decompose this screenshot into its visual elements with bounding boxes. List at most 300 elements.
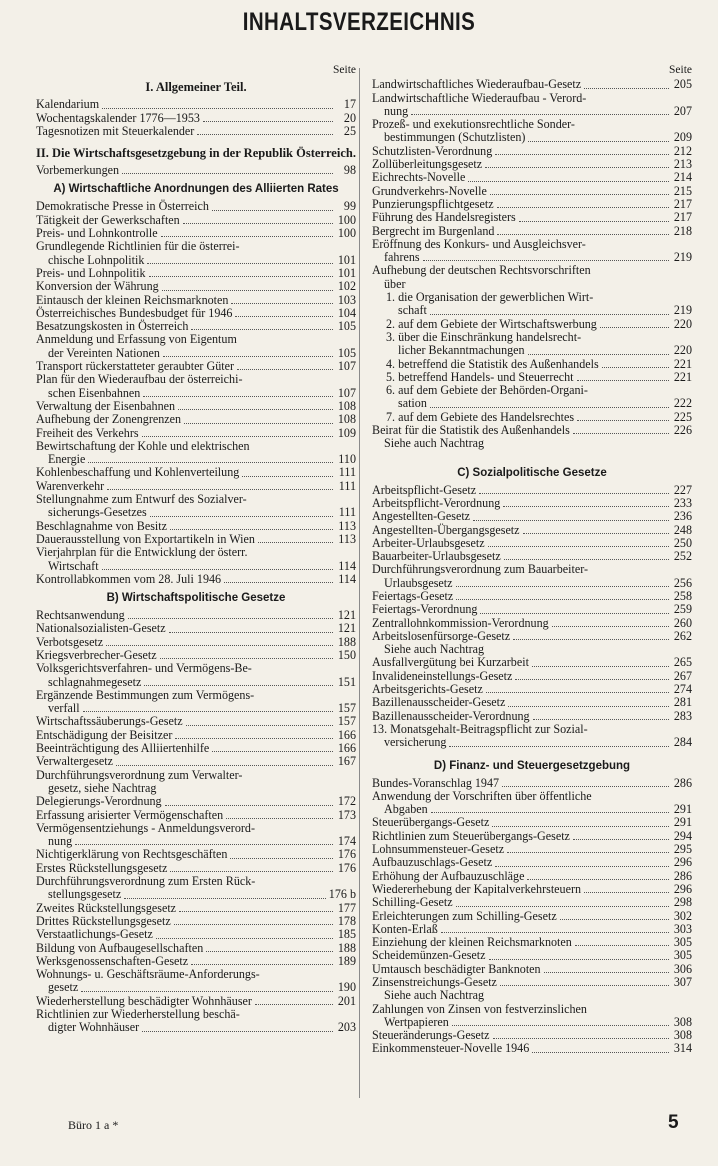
entry-page: 157: [337, 701, 356, 716]
entry-list: [36, 164, 356, 177]
toc-entry-line: Bewirtschaftung der Kohle und elektrischen: [36, 438, 250, 453]
entry-title: Verwaltung der Eisenbahnen: [36, 398, 176, 413]
aufhebung-lead: über: [384, 276, 406, 291]
entry-title: Bergrecht im Burgenland: [372, 223, 495, 238]
entry-page: 101: [337, 265, 356, 280]
entry-title: Invalideneinstellungs-Gesetz: [372, 668, 513, 683]
entry-page: 190: [337, 980, 356, 995]
entry-title: schen Eisenbahnen: [48, 385, 141, 400]
toc-entry: [36, 506, 356, 519]
nachtrag-note: Siehe auch Nachtrag: [384, 988, 485, 1003]
toc-entry: [372, 976, 692, 989]
toc-entry: [372, 683, 692, 696]
entry-page: 274: [673, 682, 692, 697]
toc-entry: [36, 267, 356, 280]
entry-title: 5. betreffend Handels- und Steuerrecht: [386, 369, 574, 384]
toc-entry-line: Zahlungen von Zinsen von festverzinslichen: [372, 1001, 587, 1016]
toc-entry: [36, 835, 356, 848]
entry-page: 250: [673, 535, 692, 550]
entry-page: 103: [337, 292, 356, 307]
toc-entry: [36, 533, 356, 546]
entry-title: Erleichterungen zum Schilling-Gesetz: [372, 908, 557, 923]
entry-page: 220: [673, 316, 692, 331]
entry-page: 215: [673, 183, 692, 198]
toc-entry: [36, 942, 356, 955]
entry-page: 308: [673, 1028, 692, 1043]
entry-title: Feiertags-Verordnung: [372, 602, 478, 617]
entry-page: 176: [337, 860, 356, 875]
toc-entry: [372, 816, 692, 829]
entry-page: 256: [673, 575, 692, 590]
entry-title: Zinsenstreichungs-Gesetz: [372, 975, 497, 989]
entry-page: 221: [673, 356, 692, 371]
toc-entry: [36, 400, 356, 413]
toc-entry: [372, 923, 692, 936]
entry-page: 110: [338, 452, 356, 467]
toc-entry: [372, 777, 692, 790]
toc-entry: [372, 145, 692, 158]
entry-title: Freiheit des Verkehrs: [36, 425, 139, 440]
toc-entry: [36, 280, 356, 293]
entry-title: Verstaatlichungs-Gesetz: [36, 927, 153, 942]
toc-entry: [372, 550, 692, 563]
toc-entry: [386, 344, 692, 357]
entry-page: 284: [673, 735, 692, 750]
entry-list: [372, 777, 692, 990]
toc-entry: [372, 105, 692, 118]
toc-entry-line: 13. Monatsgehalt-Beitragspflicht zur Sozial-: [372, 721, 588, 736]
toc-entry: [372, 696, 692, 709]
entry-title: Bazillenausscheider-Verordnung: [372, 708, 530, 723]
toc-entry: [372, 131, 692, 144]
toc-entry: [36, 928, 356, 941]
toc-entry: [36, 702, 356, 715]
entry-page: 222: [673, 396, 692, 411]
toc-entry: [372, 524, 692, 537]
toc-entry: [372, 936, 692, 949]
entry-page: 185: [337, 927, 356, 942]
toc-entry: [36, 755, 356, 768]
entry-page: 217: [673, 196, 692, 211]
entry-title: Wertpapieren: [384, 1014, 449, 1029]
toc-entry: [36, 795, 356, 808]
toc-entry-line: Richtlinien zur Wiederherstellung beschä-: [36, 1007, 240, 1021]
entry-title: Ausfallvergütung bei Kurzarbeit: [372, 655, 529, 670]
toc-entry: [36, 649, 356, 662]
entry-title: nung: [384, 103, 409, 118]
entry-title: Bazillenausscheider-Gesetz: [372, 695, 506, 710]
entry-page: 172: [337, 794, 356, 809]
entry-page: 209: [673, 130, 692, 145]
toc-entry: [372, 1042, 692, 1055]
toc-entry-line: Wohnungs- u. Geschäftsräume-Anforderungs-: [36, 967, 260, 982]
entry-page: 114: [338, 571, 356, 586]
entry-title: Urlaubsgesetz: [384, 575, 453, 590]
entry-title: Steuerübergangs-Gesetz: [372, 815, 490, 830]
entry-page: 217: [673, 210, 692, 225]
toc-entry-line: Landwirtschaftliche Wiederaufbau - Verord-: [372, 90, 587, 105]
entry-title: Wochentagskalender 1776—1953: [36, 110, 200, 125]
entry-title: Erhöhung der Aufbauzuschläge: [372, 868, 525, 883]
entry-title: Eintausch der kleinen Reichsmarknoten: [36, 292, 229, 307]
entry-title: gesetz, siehe Nachtrag: [48, 780, 157, 795]
entry-page: 104: [337, 305, 356, 320]
toc-entry: [36, 164, 356, 177]
entry-title: Bildung von Aufbaugesellschaften: [36, 940, 204, 955]
toc-entry: [386, 371, 692, 384]
toc-entry: [372, 198, 692, 211]
entry-title: Aufhebung der Zonengrenzen: [36, 412, 182, 427]
toc-entry: [36, 560, 356, 573]
entry-page: 178: [337, 913, 356, 928]
entry-page: 114: [338, 558, 356, 573]
entry-title: 4. betreffend die Statistik des Außenhandels: [386, 356, 599, 371]
toc-entry: [36, 520, 356, 533]
entry-page: 166: [337, 727, 356, 742]
toc-entry: [372, 949, 692, 962]
toc-entry-line: Grundlegende Richtlinien für die österrei-: [36, 239, 240, 254]
entry-page: 98: [343, 163, 356, 178]
toc-entry: [36, 320, 356, 333]
entry-page: 151: [337, 674, 356, 689]
toc-entry: [36, 573, 356, 586]
subsection-title: A) Wirtschaftliche Anordnungen des Alliierten Rates: [53, 183, 339, 196]
toc-entry: [372, 577, 692, 590]
entry-title: Umtausch beschädigter Banknoten: [372, 961, 541, 976]
entry-title: chische Lohnpolitik: [48, 252, 145, 267]
entry-title: Zentrallohnkommission-Verordnung: [372, 615, 549, 630]
entry-page: 262: [673, 628, 692, 643]
entry-page: 212: [673, 143, 692, 158]
toc-entry: [372, 225, 692, 238]
toc-entry: [36, 609, 356, 622]
entry-page: 188: [337, 940, 356, 955]
toc-entry: [36, 453, 356, 466]
entry-page: 258: [673, 588, 692, 603]
entry-page: 225: [673, 409, 692, 424]
entry-title: sicherungs-Gesetzes: [48, 505, 147, 520]
entry-title: Dauerausstellung von Exportartikeln in Wien: [36, 531, 255, 546]
entry-title: Zollüberleitungsgesetz: [372, 157, 483, 172]
entry-page: 174: [337, 834, 356, 849]
entry-page: 111: [338, 505, 356, 520]
entry-page: 305: [673, 935, 692, 950]
section-title: I. Allgemeiner Teil.: [145, 80, 247, 95]
toc-entry: [372, 910, 692, 923]
entry-title: Wirtschaftssäuberungs-Gesetz: [36, 714, 183, 729]
entry-page: 150: [337, 647, 356, 662]
entry-page: 213: [673, 157, 692, 172]
entry-title: Bauarbeiter-Urlaubsgesetz: [372, 549, 501, 564]
entry-title: Entschädigung der Beisitzer: [36, 727, 173, 742]
entry-title: Zweites Rückstellungsgesetz: [36, 900, 177, 915]
toc-entry-line: Plan für den Wiederaufbau der österreichi-: [36, 372, 243, 387]
toc-entry: [36, 715, 356, 728]
toc-entry: [386, 411, 692, 424]
entry-page: 233: [673, 495, 692, 510]
entry-page: 265: [673, 655, 692, 670]
entry-title: Angestellten-Übergangsgesetz: [372, 522, 520, 537]
toc-entry: [36, 307, 356, 320]
toc-entry-line: Volksgerichtsverfahren- und Vermögens-Be-: [36, 661, 252, 676]
nachtrag-note: Siehe auch Nachtrag: [384, 436, 485, 451]
entry-page: 113: [338, 518, 356, 533]
entry-title: fahrens: [384, 250, 420, 265]
toc-entry: [372, 963, 692, 976]
toc-entry: [372, 736, 692, 749]
toc-entry: [36, 782, 356, 795]
entry-title: sation: [398, 396, 427, 411]
entry-list: [372, 656, 692, 749]
entry-list: [36, 200, 356, 586]
entry-page: 25: [343, 123, 356, 138]
entry-list: [372, 1003, 692, 1056]
entry-title: Konversion der Währung: [36, 279, 159, 294]
entry-title: Konten-Erlaß: [372, 921, 438, 936]
entry-page: 283: [673, 708, 692, 723]
entry-page: 219: [673, 303, 692, 318]
entry-page: 121: [337, 621, 356, 636]
seite-label: Seite: [669, 64, 692, 76]
toc-entry: [36, 981, 356, 994]
entry-page: 176 b: [328, 887, 356, 902]
entry-page: 219: [673, 250, 692, 265]
entry-page: 286: [673, 775, 692, 790]
entry-page: 252: [673, 549, 692, 564]
entry-title: Landwirtschaftliches Wiederaufbau-Gesetz: [372, 77, 582, 92]
entry-page: 260: [673, 615, 692, 630]
toc-entry-line: Prozeß- und exekutionsrechtliche Sonder-: [372, 117, 575, 132]
entry-page: 227: [673, 482, 692, 497]
entry-title: schaft: [398, 303, 427, 318]
entry-title: Abgaben: [384, 802, 428, 817]
entry-page: 307: [673, 975, 692, 989]
entry-title: Kriegsverbrecher-Gesetz: [36, 647, 157, 662]
entry-title: Wiedererhebung der Kapitalverkehrsteuern: [372, 881, 582, 896]
toc-entry-line: 1. die Organisation der gewerblichen Wirt-: [386, 290, 594, 305]
toc-entry-line: Durchführungsverordnung zum Ersten Rück-: [36, 874, 256, 889]
toc-entry: [372, 211, 692, 224]
entry-page: 302: [673, 908, 692, 923]
entry-title: Arbeitspflicht-Gesetz: [372, 482, 477, 497]
footer-code: Büro 1 a *: [68, 1118, 119, 1132]
entry-page: 236: [673, 509, 692, 524]
entry-page: 99: [343, 199, 356, 214]
toc-entry: [36, 888, 356, 901]
toc-entry: [372, 251, 692, 264]
toc-entry: [372, 78, 692, 91]
toc-entry: [372, 1016, 692, 1029]
entry-title: Erstes Rückstellungsgesetz: [36, 860, 168, 875]
entry-list: [36, 609, 356, 1035]
entry-title: stellungsgesetz: [48, 887, 122, 902]
entry-page: 177: [337, 900, 356, 915]
toc-entry-line: Vierjahrplan für die Entwicklung der österr.: [36, 545, 248, 560]
toc-entry: [36, 809, 356, 822]
toc-entry: [36, 676, 356, 689]
toc-entry: [36, 1021, 356, 1034]
toc-entry: [372, 617, 692, 630]
entry-title: Eichrechts-Novelle: [372, 170, 466, 185]
entry-list: [372, 78, 692, 264]
toc-entry: [36, 125, 356, 138]
entry-page: 166: [337, 741, 356, 756]
entry-title: Wiederherstellung beschädigter Wohnhäuser: [36, 993, 252, 1008]
entry-page: 121: [337, 608, 356, 623]
entry-title: Lohnsummensteuer-Gesetz: [372, 842, 505, 857]
entry-page: 267: [673, 668, 692, 683]
toc-entry: [372, 603, 692, 616]
toc-entry: [36, 227, 356, 240]
toc-entry: [36, 214, 356, 227]
toc-entry-line: 3. über die Einschränkung handelsrecht-: [386, 329, 582, 344]
entry-title: Werksgenossenschaften-Gesetz: [36, 953, 189, 968]
toc-entry: [36, 427, 356, 440]
toc-entry-line: Durchführungsverordnung zum Bauarbeiter-: [372, 562, 589, 577]
entry-list: [36, 98, 356, 138]
entry-title: Österreichisches Bundesbudget für 1946: [36, 305, 233, 320]
entry-title: digter Wohnhäuser: [48, 1020, 140, 1035]
entry-page: 291: [673, 815, 692, 830]
column-divider: [359, 68, 360, 1098]
entry-title: Schilling-Gesetz: [372, 895, 453, 910]
entry-page: 221: [673, 369, 692, 384]
toc-entry: [36, 848, 356, 861]
entry-title: verfall: [48, 701, 80, 716]
entry-title: Verbotsgesetz: [36, 634, 104, 649]
entry-page: 291: [673, 802, 692, 817]
toc-entry: [372, 630, 692, 643]
entry-title: Feiertags-Gesetz: [372, 588, 454, 603]
toc-entry: [36, 112, 356, 125]
entry-title: Steueränderungs-Gesetz: [372, 1028, 490, 1043]
entry-title: Richtlinien zum Steuerübergangs-Gesetz: [372, 828, 570, 843]
toc-entry: [372, 830, 692, 843]
entry-title: Punzierungspflichtgesetz: [372, 196, 494, 211]
toc-entry: [372, 171, 692, 184]
entry-title: Kohlenbeschaffung und Kohlenverteilung: [36, 465, 240, 480]
toc-entry: [372, 710, 692, 723]
subsection-title: C) Sozialpolitische Gesetze: [457, 466, 607, 479]
entry-title: Delegierungs-Verordnung: [36, 794, 162, 809]
entry-page: 108: [337, 412, 356, 427]
toc-entry: [36, 902, 356, 915]
entry-page: 259: [673, 602, 692, 617]
entry-title: versicherung: [384, 735, 447, 750]
entry-page: 305: [673, 948, 692, 963]
entry-title: bestimmungen (Schutzlisten): [384, 130, 526, 145]
entry-page: 207: [673, 103, 692, 118]
toc-entry: [372, 870, 692, 883]
toc-entry-line: Anwendung der Vorschriften über öffentliche: [372, 788, 592, 803]
toc-entry: [36, 955, 356, 968]
toc-entry: [372, 883, 692, 896]
entry-page: 102: [337, 279, 356, 294]
toc-entry: [36, 636, 356, 649]
entry-title: Tagesnotizen mit Steuerkalender: [36, 123, 195, 138]
entry-page: 281: [673, 695, 692, 710]
entry-page: 295: [673, 842, 692, 857]
page-title: INHALTSVERZEICHNIS: [242, 8, 476, 36]
subsection-title: B) Wirtschaftspolitische Gesetze: [106, 592, 286, 605]
entry-page: 303: [673, 921, 692, 936]
entry-page: 100: [337, 212, 356, 227]
toc-entry: [372, 497, 692, 510]
entry-title: nung: [48, 834, 73, 849]
toc-entry: [36, 360, 356, 373]
seite-label: Seite: [333, 64, 356, 76]
toc-entry: [386, 304, 692, 317]
toc-entry-line: Stellungnahme zum Entwurf des Sozialver-: [36, 492, 247, 507]
entry-page: 308: [673, 1014, 692, 1029]
entry-list: [372, 484, 692, 644]
entry-page: 107: [337, 385, 356, 400]
toc-entry: [372, 424, 692, 437]
entry-title: Angestellten-Gesetz: [372, 509, 471, 524]
entry-title: Wirtschaft: [48, 558, 99, 573]
left-column: [36, 64, 356, 1035]
toc-entry: [36, 200, 356, 213]
toc-entry: [36, 862, 356, 875]
toc-entry: [36, 387, 356, 400]
toc-entry-line: Anmeldung und Erfassung von Eigentum: [36, 332, 237, 347]
entry-page: 306: [673, 961, 692, 976]
entry-page: 107: [337, 359, 356, 374]
entry-title: Grundverkehrs-Novelle: [372, 183, 487, 198]
toc-entry: [372, 856, 692, 869]
toc-entry: [36, 480, 356, 493]
toc-entry: [36, 995, 356, 1008]
entry-page: 226: [673, 423, 692, 438]
entry-title: Erfassung arisierter Vermögenschaften: [36, 807, 224, 822]
toc-entry: [372, 590, 692, 603]
entry-page: 220: [673, 343, 692, 358]
entry-title: Arbeitslosenfürsorge-Gesetz: [372, 628, 511, 643]
nachtrag-note: Siehe auch Nachtrag: [384, 642, 485, 657]
entry-title: Beeinträchtigung des Alliiertenhilfe: [36, 741, 210, 756]
entry-page: 296: [673, 881, 692, 896]
toc-entry: [372, 537, 692, 550]
entry-title: Beschlagnahme von Besitz: [36, 518, 167, 533]
entry-title: Transport rückerstatteter geraubter Güter: [36, 359, 235, 374]
entry-title: 2. auf dem Gebiete der Wirtschaftswerbung: [386, 316, 597, 331]
entry-title: Drittes Rückstellungsgesetz: [36, 913, 171, 928]
entry-title: Preis- und Lohnpolitik: [36, 265, 146, 280]
entry-page: 176: [337, 847, 356, 862]
entry-title: Arbeitspflicht-Verordnung: [372, 495, 501, 510]
toc-entry: [36, 347, 356, 360]
toc-entry: [36, 729, 356, 742]
entry-page: 108: [337, 398, 356, 413]
entry-page: 205: [673, 77, 692, 92]
entry-title: Preis- und Lohnkontrolle: [36, 226, 158, 241]
entry-title: Arbeitsgerichts-Gesetz: [372, 682, 483, 697]
toc-entry: [386, 358, 692, 371]
entry-page: 173: [337, 807, 356, 822]
entry-title: Besatzungskosten in Österreich: [36, 319, 189, 334]
toc-entry: [36, 915, 356, 928]
entry-page: 203: [337, 1020, 356, 1035]
entry-page: 17: [343, 97, 356, 112]
entry-title: Warenverkehr: [36, 478, 105, 493]
entry-page: 294: [673, 828, 692, 843]
toc-entry: [36, 294, 356, 307]
entry-title: Demokratische Presse in Österreich: [36, 199, 209, 214]
entry-title: Kontrollabkommen vom 28. Juli 1946: [36, 571, 222, 586]
entry-page: 218: [673, 223, 692, 238]
toc-entry: [372, 185, 692, 198]
entry-title: Einkommensteuer-Novelle 1946: [372, 1041, 530, 1056]
